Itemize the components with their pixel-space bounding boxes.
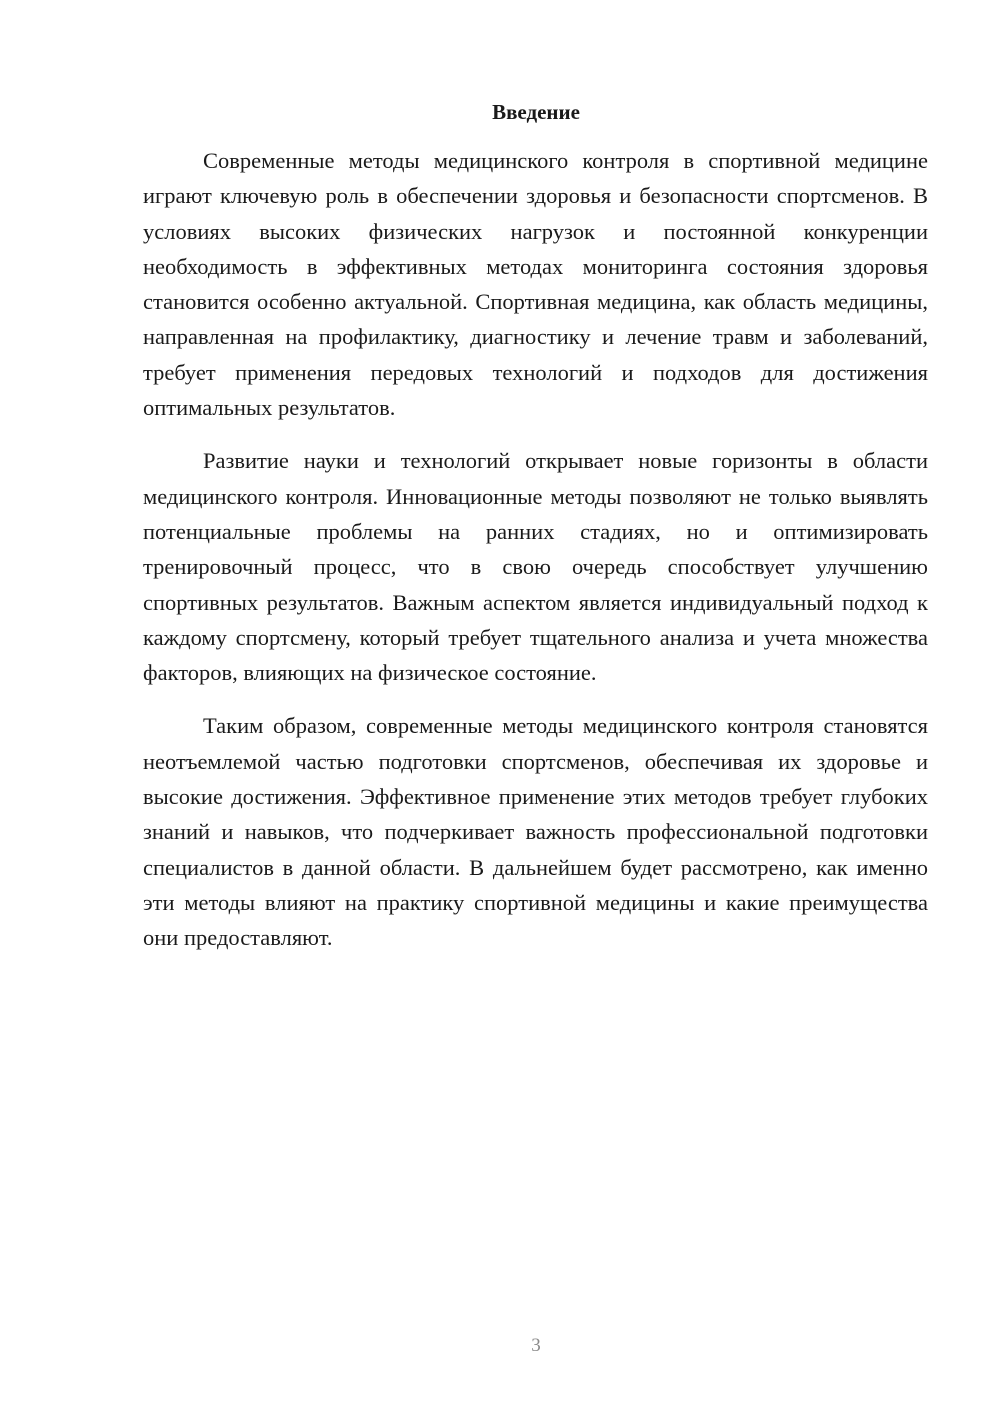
paragraph-1: Современные методы медицинского контроля в спортивной медицине играют ключевую роль в обеспечении здоровья и безопасности спортсменов. В условиях высоких физических нагрузок и постоянной конкуренции необходимость в эффективных методах мониторинга состояния здоровья становится особенно актуальной. Спортивная медицина, как область медицины, направленная на профилактику, диагностику и лечение травм и заболеваний, требует применения передовых технологий и подходов для достижения оптимальных результатов. [143,148,928,421]
page-number: 3 [531,1335,541,1356]
paragraph-3: Таким образом, современные методы медицинского контроля становятся неотъемлемой частью подготовки спортсменов, обеспечивая их здоровье и высокие достижения. Эффективное применение этих методов требует глубоких знаний и навыков, что подчеркивает важность профессиональной подготовки специалистов в данной области. В дальнейшем будет рассмотрено, как именно эти методы влияют на практику спортивной медицины и какие преимущества они предоставляют. [143,713,928,951]
body-text [143,143,928,974]
section-heading: Введение [492,100,580,124]
paragraph-2: Развитие науки и технологий открывает новые горизонты в области медицинского контроля. Инновационные методы позволяют не только выявлять потенциальные проблемы на ранних стадиях, но и оптимизировать тренировочный процесс, что в свою очередь способствует улучшению спортивных результатов. Важным аспектом является индивидуальный подход к каждому спортсмену, который требует тщательного анализа и учета множества факторов, влияющих на физическое состояние. [143,448,928,686]
